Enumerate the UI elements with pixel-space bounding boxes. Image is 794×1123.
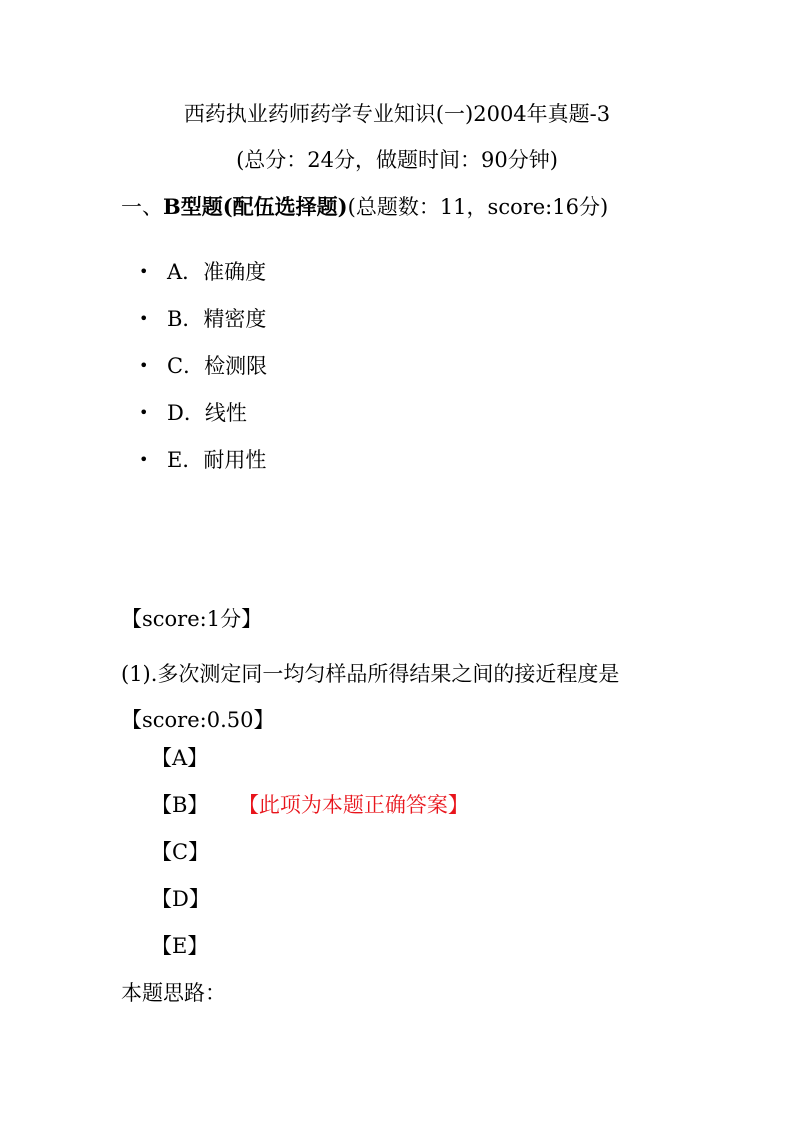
option-text: E．耐用性 [167, 448, 267, 472]
bullet-icon: • [139, 309, 149, 328]
answer-label: 【D】 [151, 887, 210, 911]
answer-item [151, 838, 469, 885]
option-text: C．检测限 [167, 354, 268, 378]
answer-label: 【C】 [151, 840, 210, 864]
bullet-icon: • [139, 403, 149, 422]
option-item [139, 305, 267, 352]
option-text: A．准确度 [167, 260, 267, 284]
section-title: B型题(配伍选择题) [163, 194, 348, 219]
answer-label: 【E】 [151, 934, 209, 958]
answer-item [151, 885, 469, 932]
answer-item [151, 932, 469, 979]
answer-list [151, 744, 469, 979]
option-text: D．线性 [167, 401, 247, 425]
correct-answer-note: 【此项为本题正确答案】 [248, 793, 469, 817]
section-meta: (总题数：11，score:16分) [347, 195, 609, 219]
document-subtitle: (总分：24分，做题时间：90分钟) [236, 148, 558, 172]
answer-label: 【B】 [151, 793, 209, 817]
section-prefix: 一、 [121, 195, 163, 219]
explanation-label: 本题思路： [121, 981, 226, 1005]
section-heading [121, 193, 608, 221]
answer-item [151, 791, 469, 838]
bullet-icon: • [139, 262, 149, 281]
option-list [139, 258, 267, 493]
option-item [139, 258, 267, 305]
answer-item [151, 744, 469, 791]
option-item [139, 352, 267, 399]
bullet-icon: • [139, 356, 149, 375]
bullet-icon: • [139, 450, 149, 469]
group-score: 【score:1分】 [121, 607, 263, 631]
option-item [139, 446, 267, 493]
question-text: (1).多次测定同一均匀样品所得结果之间的接近程度是【score:0.50】 [121, 662, 620, 732]
document-title: 西药执业药师药学专业知识(一)2004年真题-3 [183, 102, 611, 126]
answer-label: 【A】 [151, 746, 209, 770]
option-item [139, 399, 267, 446]
option-text: B．精密度 [167, 307, 267, 331]
